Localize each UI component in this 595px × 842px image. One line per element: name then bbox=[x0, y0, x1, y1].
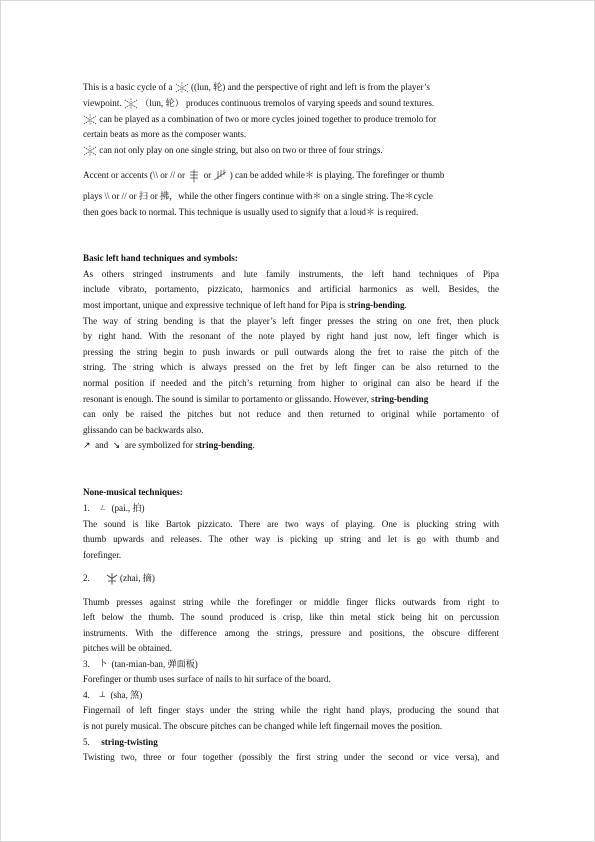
list-item-heading bbox=[83, 502, 499, 514]
text-line: pressing the string begin to push inwards or pull outwards along the fret to raise the pitch of the bbox=[83, 347, 499, 357]
text-line: include vibrato, portamento, pizzicato, harmonics and artificial harmonics as well. Besides, the bbox=[83, 284, 499, 294]
lun-symbol-icon bbox=[124, 98, 138, 110]
text-line: left below the thumb. The sound produced is crisp, like thin metal stick being hit on percussion bbox=[83, 612, 499, 622]
text-line: As others stringed instruments and lute family instruments, the left hand techniques of Pipa bbox=[83, 269, 499, 279]
text-line: thumb upwards and releases. The other way is picking up string and let is go with thumb and bbox=[83, 534, 499, 544]
text-run: are symbolized for s bbox=[124, 440, 199, 450]
text-line bbox=[83, 144, 499, 157]
text-line: Thumb presses against string while the forefinger or middle finger flicks outwards from right to bbox=[83, 597, 499, 607]
text-run: can be played as a combination of two or more cycles joined together to produce tremolo for bbox=[99, 114, 437, 124]
text-line: string. The string which is always pressed on the fret by left finger can be also returned to the bbox=[83, 362, 499, 372]
item-label: string-twisting bbox=[101, 737, 158, 747]
text-line: Twisting two, three or four together (possibly the first string under the second or vice versa), and bbox=[83, 752, 499, 762]
item-number: 1. bbox=[83, 503, 90, 513]
text-line: is not purely musical. The obscure pitches can be changed while left fingernail moves the position. bbox=[83, 721, 443, 731]
arrow-up-icon: ↗ bbox=[83, 441, 91, 451]
text-line bbox=[83, 439, 499, 452]
lun-symbol-icon bbox=[175, 82, 189, 94]
text-run: most important, unique and expressive technique of left hand for Pipa is s bbox=[83, 300, 351, 310]
list-item-heading bbox=[83, 736, 499, 748]
text-line: by right hand. With the resonant of the note played by right hand just now, left finger which is bbox=[83, 331, 499, 341]
text-line: instruments. With the difference among the strings, pressure and positions, the obscure different bbox=[83, 628, 499, 638]
section-heading: None-musical techniques: bbox=[83, 487, 183, 497]
text-line: glissando can be backwards also. bbox=[83, 425, 204, 435]
text-line bbox=[83, 299, 499, 311]
zhai-symbol-icon bbox=[106, 572, 118, 585]
text-run: viewpoint. bbox=[83, 98, 122, 108]
text-run: and bbox=[95, 440, 109, 450]
arrow-down-icon: ↘ bbox=[112, 441, 121, 451]
list-item-heading bbox=[83, 572, 499, 585]
text-line bbox=[83, 97, 499, 110]
text-line: certain beats as more as the composer wants. bbox=[83, 129, 247, 139]
list-item-heading bbox=[83, 658, 499, 670]
bold-term: tring-bending bbox=[198, 440, 253, 450]
text-line: normal position if needed and the pitch’s returning from higher to original can also be heard if the bbox=[83, 378, 499, 388]
tan-mian-ban-symbol-icon: 卜 bbox=[98, 659, 107, 668]
text-run: （lun, 轮） produces continuous tremolos of varying speeds and sound textures. bbox=[140, 98, 435, 108]
text-line bbox=[83, 393, 499, 405]
text-line bbox=[83, 169, 499, 183]
item-number: 3. bbox=[83, 659, 90, 669]
item-label: (tan-mian-ban, 弹面板) bbox=[111, 659, 198, 669]
pai-symbol-icon: ㄥ bbox=[98, 503, 107, 512]
text-run: Accent or accents (\\ or // or bbox=[83, 170, 186, 181]
text-line: pitches will be obtained. bbox=[83, 643, 172, 653]
text-line bbox=[83, 81, 499, 94]
text-run: ) can be added while＊ is playing. The forefinger or thumb bbox=[229, 170, 445, 181]
bold-term: tring-bending bbox=[350, 300, 405, 310]
text-run: . bbox=[252, 440, 255, 450]
text-run: resonant is enough. The sound is similar to portamento or glissando. However, s bbox=[83, 394, 375, 404]
item-number: 5. bbox=[83, 737, 90, 747]
text-run: can not only play on one single string, but also on two or three of four strings. bbox=[99, 145, 383, 155]
sha-symbol-icon: ⊥ bbox=[98, 690, 106, 699]
text-line: can only be raised the pitches but not reduce and then returned to original while portamento of bbox=[83, 409, 499, 419]
text-run: This is a basic cycle of a bbox=[83, 82, 173, 92]
section-heading: Basic left hand techniques and symbols: bbox=[83, 253, 238, 263]
lun-symbol-icon bbox=[83, 145, 97, 157]
item-label: (zhai, 摘) bbox=[120, 573, 155, 583]
item-label: (sha, 煞) bbox=[110, 690, 143, 700]
text-run: ((lun, 轮) and the perspective of right and left is from the player’s bbox=[190, 82, 430, 92]
text-line: plays \\ or // or 扫 or 拂，while the other fingers continue with＊ on a single string. The＊cycle bbox=[83, 191, 433, 201]
item-number: 4. bbox=[83, 690, 90, 700]
bold-term: tring-bending bbox=[374, 394, 429, 404]
accent-symbol-icon bbox=[213, 169, 227, 183]
text-line bbox=[83, 113, 499, 126]
accent-symbol-icon bbox=[187, 169, 201, 183]
text-line: Fingernail of left finger stays under the string while the right hand plays, producing the sound that bbox=[83, 705, 499, 715]
list-item-heading bbox=[83, 689, 499, 701]
text-run: or bbox=[203, 170, 212, 181]
lun-symbol-icon bbox=[83, 114, 97, 126]
item-number: 2. bbox=[83, 573, 90, 583]
text-line: forefinger. bbox=[83, 550, 122, 560]
text-line: The sound is like Bartok pizzicato. There are two ways of playing. One is plucking string with bbox=[83, 519, 499, 529]
text-line: The way of string bending is that the player’s left finger presses the string on one fret, then pluck bbox=[83, 316, 499, 326]
text-line: Forefinger or thumb uses surface of nails to hit surface of the board. bbox=[83, 674, 331, 684]
item-label: (pai., 拍) bbox=[111, 503, 145, 513]
text-line: then goes back to normal. This technique is usually used to signify that a loud＊ is required. bbox=[83, 207, 419, 217]
text-run: . bbox=[404, 300, 407, 310]
